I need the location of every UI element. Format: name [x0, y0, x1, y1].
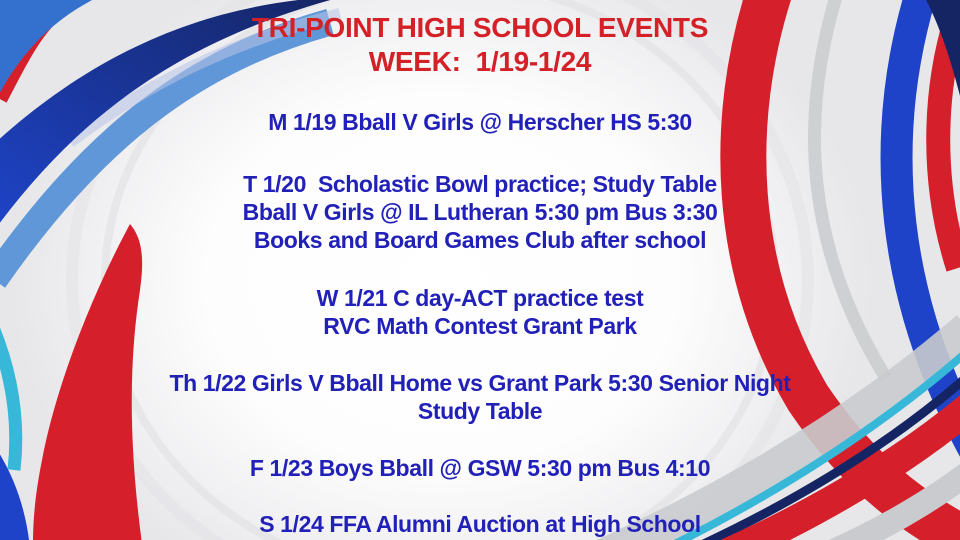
flyer-week-subtitle: WEEK: 1/19-1/24 [368, 46, 592, 77]
flyer-title: TRI-POINT HIGH SCHOOL EVENTS [251, 12, 709, 43]
event-line-monday: M 1/19 Bball V Girls @ Herscher HS 5:30 [268, 109, 692, 135]
event-line-wednesday: W 1/21 C day-ACT practice test [316, 285, 644, 311]
event-line-friday: F 1/23 Boys Bball @ GSW 5:30 pm Bus 4:10 [249, 455, 711, 481]
event-line-thursday-2: Study Table [417, 398, 543, 424]
event-line-thursday: Th 1/22 Girls V Bball Home vs Grant Park 5:30 Senior Night [169, 370, 791, 396]
event-line-tuesday: T 1/20 Scholastic Bowl practice; Study Table [243, 171, 717, 197]
event-line-wednesday-2: RVC Math Contest Grant Park [323, 313, 637, 339]
event-line-saturday: S 1/24 FFA Alumni Auction at High School [259, 511, 701, 537]
event-line-tuesday-2: Bball V Girls @ IL Lutheran 5:30 pm Bus 3:30 [242, 199, 718, 225]
event-line-tuesday-3: Books and Board Games Club after school [253, 227, 707, 253]
